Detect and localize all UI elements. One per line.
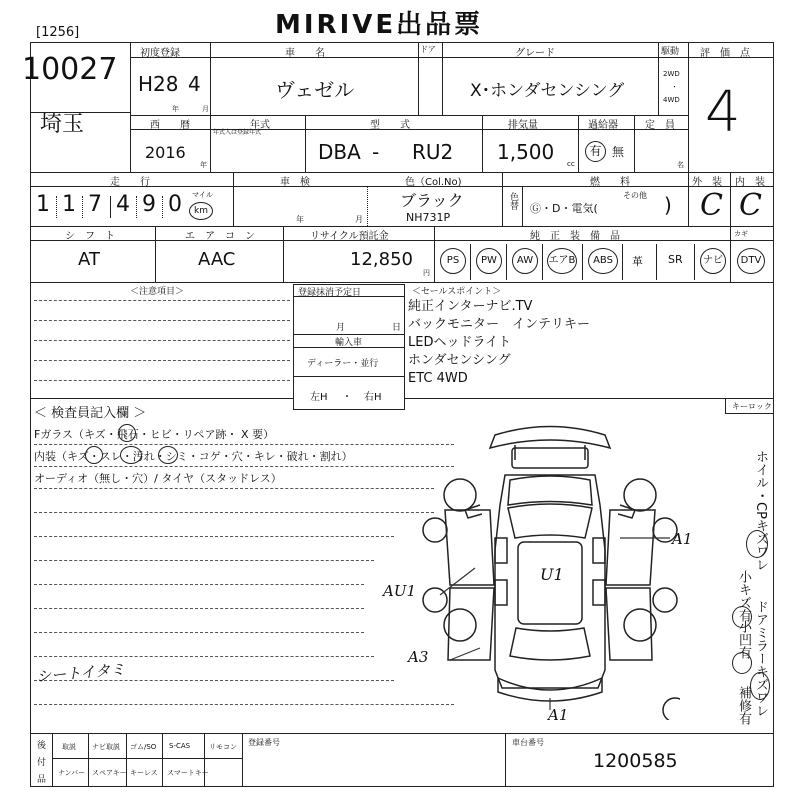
reg-month: 月	[336, 323, 346, 333]
footer-plate: ナンバー	[58, 769, 86, 777]
footer-remote: リモコン	[209, 743, 237, 751]
option-sr: SR	[668, 253, 683, 266]
recycle-value: 12,850	[350, 249, 413, 270]
reg-number-note: 登録抹消予定日	[298, 288, 362, 298]
exterior-header: 外 装	[692, 177, 722, 188]
circle-mark	[746, 530, 768, 558]
option-abs: ABS	[588, 248, 618, 274]
left-hand: 左H	[310, 392, 328, 403]
side-note-1: ホイル・CPキズワレ	[753, 450, 768, 571]
interior-grade: C	[739, 188, 762, 223]
grade: X･ホンダセンシング	[470, 81, 625, 101]
model-prefix: DBA	[318, 140, 361, 164]
registration-no-label: 登録番号	[248, 738, 280, 747]
cc-unit: cc	[567, 160, 575, 168]
circle-mark	[118, 424, 136, 442]
shift-header: シ フ ト	[65, 231, 115, 242]
option-airbag: エアB	[547, 248, 577, 274]
shaken-header: 車 検	[280, 177, 310, 188]
sales-point: ホンダセンシング	[408, 353, 511, 368]
color-name: ブラック	[400, 191, 464, 210]
option-pw: PW	[476, 248, 502, 274]
option-ps: PS	[440, 248, 466, 274]
model-dash: -	[372, 140, 380, 164]
fuel-other: その他	[623, 191, 647, 200]
damage-left-side: AU1	[383, 582, 417, 600]
side-note-3: ドアミラーキズワレ	[753, 600, 768, 717]
circle-mark	[158, 446, 178, 464]
reg-day: 日	[392, 323, 402, 333]
mileage-digit: 1	[36, 192, 50, 217]
notes-header: ＜注意項目＞	[130, 287, 185, 297]
color-header: 色（Col.No)	[405, 177, 462, 188]
yen-unit: 円	[423, 269, 430, 277]
side-note-4: 小凹有	[736, 620, 751, 659]
sales-point: ETC 4WD	[408, 371, 468, 386]
options-header: 純 正 装 備 品	[530, 231, 620, 242]
fuel-close: )	[664, 193, 672, 217]
damage-left-rear: A3	[408, 648, 429, 666]
turbo-yes: 有	[585, 141, 606, 162]
circle-mark	[732, 652, 752, 674]
side-note-2: 小キズ有	[736, 570, 751, 622]
option-navi: ナビ	[700, 248, 726, 274]
circle-mark	[732, 606, 752, 628]
mileage-unit-km: km	[189, 202, 213, 220]
grade-header: グレード	[515, 48, 555, 59]
drive-2wd: 2WD	[663, 70, 680, 78]
right-hand: 右H	[364, 392, 382, 403]
option-leather: 革	[632, 255, 643, 268]
western-year-unit: 年	[200, 161, 207, 169]
capacity-header: 定 員	[645, 120, 675, 131]
footer-rubber: ゴム/SO	[130, 743, 157, 751]
western-year-header: 西 暦	[150, 120, 190, 131]
first-reg-header: 初度登録	[140, 48, 180, 59]
damage-right-front: A1	[672, 530, 693, 548]
footer-navi-manual: ナビ取説	[92, 743, 120, 751]
sales-points-list	[408, 298, 708, 388]
model-header: 型 式	[370, 120, 410, 131]
inspector-header: ＜ 検査員記入欄 ＞	[34, 406, 147, 421]
sales-point: バックモニター インテリキー	[408, 317, 591, 332]
footer-smart-key: スマートキー	[167, 769, 209, 777]
footer-left-label-1: 後	[37, 741, 47, 751]
hand-dot: ・	[342, 392, 352, 403]
mileage-digit: 4	[116, 192, 130, 217]
inspection-line-1: Fガラス（キズ・飛石・ヒビ・リペア跡・ X 要）	[34, 428, 275, 441]
handwritten-note: シートイタミ	[35, 660, 126, 686]
year-label: 年	[172, 105, 179, 113]
fuel-header: 燃 料	[590, 177, 630, 188]
exterior-grade: C	[700, 188, 723, 223]
western-year: 2016	[145, 143, 186, 162]
footer-spare-key: スペアキー	[92, 769, 127, 777]
footer-scas: S-CAS	[169, 742, 191, 750]
color-code: NH731P	[406, 211, 451, 224]
interior-header: 内 装	[735, 177, 765, 188]
shaken-year: 年	[296, 215, 304, 224]
option-dtv: DTV	[737, 248, 765, 274]
fuel-value: Ⓖ・D・電気(	[530, 202, 598, 215]
aircon-value: AAC	[198, 249, 236, 270]
recycle-header: リサイクル預託金	[310, 231, 389, 242]
import-car-label: 輸入車	[335, 338, 363, 348]
lot-number: 10027	[22, 52, 118, 87]
drive-4wd: 4WD	[663, 96, 680, 104]
car-name-header: 車 名	[285, 48, 325, 59]
drive-header: 駆動	[661, 47, 680, 57]
capacity-unit: 名	[677, 161, 684, 169]
circle-mark	[120, 446, 142, 464]
circle-mark	[750, 672, 770, 700]
inspection-line-2: 内装（キズ・スレ・汚れ・シミ・コゲ・穴・キレ・破れ・割れ）	[34, 450, 353, 463]
model-year-header: 年式	[250, 120, 270, 131]
key-lock-label: キーロック	[732, 402, 772, 411]
footer-left-label-2: 付	[37, 758, 47, 768]
footer-manual: 取説	[62, 743, 76, 751]
sales-points-header: ＜セールスポイント＞	[412, 287, 502, 297]
footer-keyless: キーレス	[130, 769, 158, 777]
mileage-digit: 1	[62, 192, 76, 217]
turbo-no: 無	[612, 145, 625, 159]
first-reg-month: 4	[188, 72, 201, 96]
dealer-parallel: ディーラー・並行	[307, 359, 379, 369]
mileage-digit: 0	[168, 192, 182, 217]
inspection-line-3: オーディオ（無し・穴）/ タイヤ（スタッドレス）	[34, 472, 282, 485]
key-header: カギ	[734, 230, 748, 238]
model-code: RU2	[412, 140, 454, 164]
chassis-number: 1200585	[593, 750, 678, 772]
drive-dot: ・	[671, 83, 678, 91]
shaken-month: 月	[355, 215, 363, 224]
circle-mark	[85, 446, 103, 464]
door-header: ドア	[420, 45, 436, 54]
displacement-header: 排気量	[508, 120, 538, 131]
car-name: ヴェゼル	[275, 78, 355, 102]
mileage-unit-mile: マイル	[192, 191, 213, 199]
mileage-digit: 7	[88, 192, 102, 217]
score-value: 4	[705, 80, 741, 145]
option-aw: AW	[512, 248, 538, 274]
damage-rear: A1	[548, 706, 569, 724]
displacement: 1,500	[497, 140, 555, 164]
side-note-5: 補修有	[736, 686, 751, 725]
model-year-note: 年式入は登録年式	[213, 129, 262, 136]
first-reg-era: H28	[138, 72, 179, 96]
sales-point: 純正インターナビ.TV	[408, 299, 533, 314]
sheet-title: MIRIVE出品票	[275, 10, 484, 40]
damage-roof: U1	[540, 565, 564, 584]
turbo-header: 過給器	[588, 120, 618, 131]
location: 埼玉	[40, 112, 85, 137]
shift-value: AT	[78, 249, 100, 270]
score-header: 評 価 点	[700, 48, 750, 59]
month-label: 月	[202, 105, 209, 113]
mileage-digit: 9	[142, 192, 156, 217]
footer-left-label-3: 品	[37, 775, 47, 785]
color-change: 色替	[508, 192, 518, 210]
aircon-header: エ ア コ ン	[185, 231, 255, 242]
lot-bracket: [1256]	[36, 25, 80, 40]
sales-point: LEDヘッドライト	[408, 335, 512, 350]
chassis-no-label: 車台番号	[512, 738, 544, 747]
mileage-header: 走 行	[110, 177, 150, 188]
